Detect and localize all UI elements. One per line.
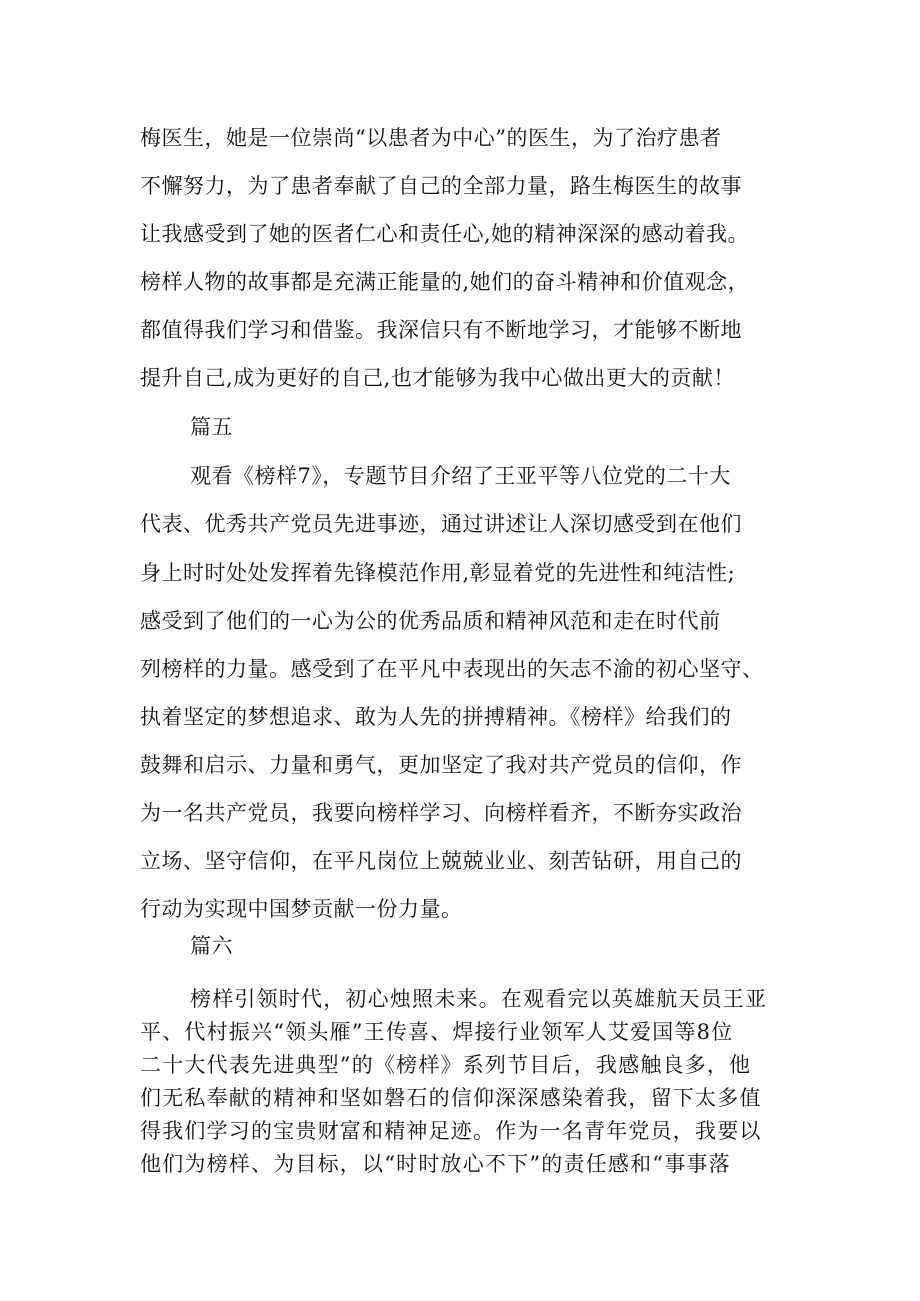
section-heading-6: 篇六 bbox=[190, 934, 233, 958]
paragraph-line: 让我感受到了她的医者仁心和责任心,她的精神深深的感动着我。 bbox=[140, 222, 750, 246]
paragraph-line: 们无私奉献的精神和坚如磐石的信仰深深感染着我，留下太多值 bbox=[140, 1086, 762, 1110]
paragraph-line: 执着坚定的梦想追求、敢为人先的拼搏精神。《榜样》给我们的 bbox=[140, 705, 732, 729]
paragraph-line: 二十大代表先进典型”的《榜样》系列节目后，我感触良多，他 bbox=[140, 1053, 752, 1077]
paragraph-line: 不懈努力，为了患者奉献了自己的全部力量，路生梅医生的故事 bbox=[140, 174, 742, 198]
paragraph-line: 平、代村振兴“领头雁”王传喜、焊接行业领军人艾爱国等8位 bbox=[140, 1020, 734, 1044]
paragraph-line: 立场、坚守信仰，在平凡岗位上兢兢业业、刻苦钻研，用自己的 bbox=[140, 849, 742, 873]
paragraph-line: 都值得我们学习和借鉴。我深信只有不断地学习，才能够不断地 bbox=[140, 318, 742, 342]
paragraph-line: 鼓舞和启示、力量和勇气，更加坚定了我对共产党员的信仰，作 bbox=[140, 753, 742, 777]
paragraph-line: 他们为榜样、为目标，以“时时放心不下”的责任感和“事事落 bbox=[140, 1152, 731, 1176]
paragraph-line: 为一名共产党员，我要向榜样学习、向榜样看齐，不断夯实政治 bbox=[140, 801, 742, 825]
paragraph-line: 榜样人物的故事都是充满正能量的,她们的奋斗精神和价值观念， bbox=[140, 270, 750, 294]
paragraph-line: 列榜样的力量。感受到了在平凡中表现出的矢志不渝的初心坚守、 bbox=[140, 657, 764, 681]
paragraph-line: 提升自己,成为更好的自己,也才能够为我中心做出更大的贡献！ bbox=[140, 366, 735, 390]
paragraph-line: 得我们学习的宝贵财富和精神足迹。作为一名青年党员，我要以 bbox=[140, 1119, 762, 1143]
paragraph-line: 榜样引领时代，初心烛照未来。在观看完以英雄航天员王亚 bbox=[190, 987, 768, 1011]
paragraph-line: 观看《榜样7》，专题节目介绍了王亚平等八位党的二十大 bbox=[190, 464, 731, 488]
section-heading-5: 篇五 bbox=[190, 415, 233, 439]
paragraph-line: 身上时时处处发挥着先锋模范作用,彰显着党的先进性和纯洁性; bbox=[140, 561, 736, 585]
paragraph-line: 代表、优秀共产党员先进事迹，通过讲述让人深切感受到在他们 bbox=[140, 512, 742, 536]
paragraph-line: 感受到了他们的一心为公的优秀品质和精神风范和走在时代前 bbox=[140, 609, 721, 633]
paragraph-line: 行动为实现中国梦贡献一份力量。 bbox=[140, 897, 463, 921]
paragraph-line: 梅医生，她是一位崇尚“以患者为中心”的医生，为了治疗患者 bbox=[140, 126, 722, 150]
